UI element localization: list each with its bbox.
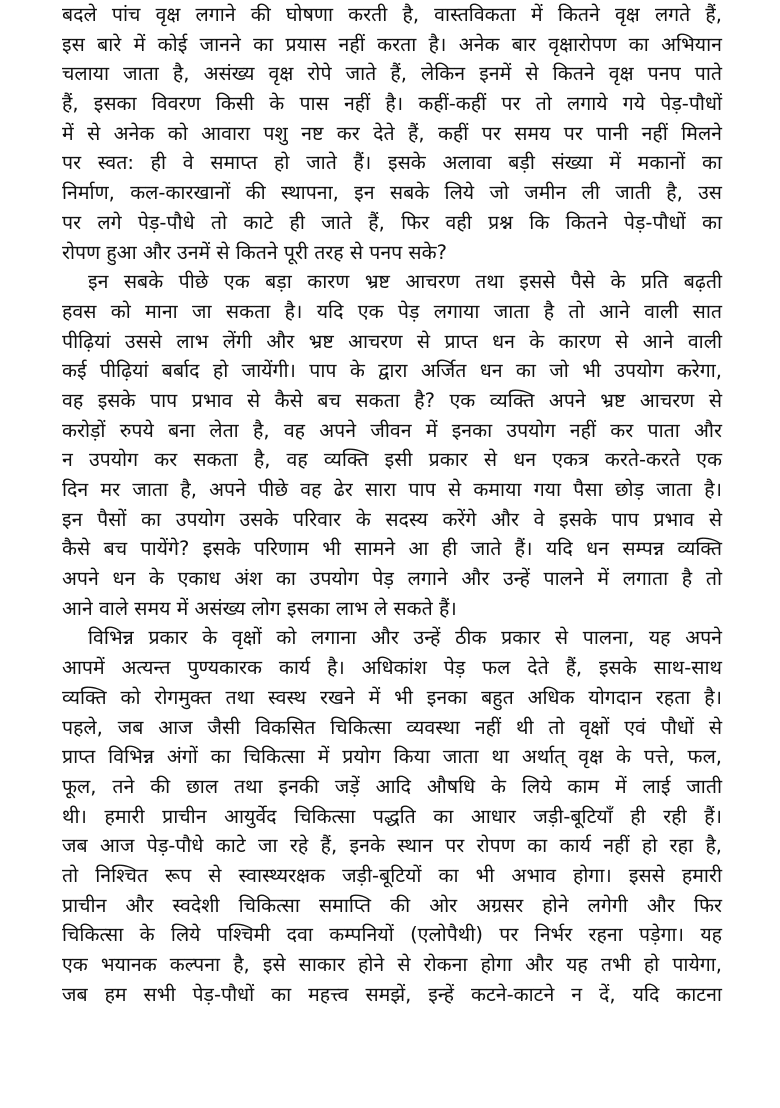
text-line: कई पीढ़ियां बर्बाद हो जायेंगी। पाप के द्वारा अर्जित धन का जो भी उपयोग करेगा, [62,359,722,383]
text-line: बदले पांच वृक्ष लगाने की घोषणा करती है, वास्तविकता में कितने वृक्ष लगते हैं, [62,3,722,26]
paragraph-3 [62,623,722,1009]
text-line: एक भयानक कल्पना है, इसे साकार होने से रोकना होगा और यह तभी हो पायेगा, [62,953,722,976]
text-line: दिन मर जाता है, अपने पीछे वह ढेर सारा पाप से कमाया गया पैसा छोड़ जाता है। [62,478,722,501]
text-line: न उपयोग कर सकता है, वह व्यक्ति इसी प्रकार से धन एकत्र करते-करते एक [62,448,722,472]
text-line: अपने धन के एकाध अंश का उपयोग पेड़ लगाने और उन्हें पालने में लगाता है तो [62,567,722,591]
text-line: इस बारे में कोई जानने का प्रयास नहीं करता है। अनेक बार वृक्षारोपण का अभियान [62,32,722,56]
text-line: कैसे बच पायेंगे? इसके परिणाम भी सामने आ ही जाते हैं। यदि धन सम्पन्न व्यक्ति [62,537,722,561]
text-line: प्राप्त विभिन्न अंगों का चिकित्सा में प्रयोग किया जाता था अर्थात् वृक्ष के पत्ते, फल, [62,745,722,769]
text-line: प्राचीन और स्वदेशी चिकित्सा समाप्ति की ओर अग्रसर होने लगेगी और फिर [62,893,722,917]
text-line: हैं, इसका विवरण किसी के पास नहीं है। कहीं-कहीं पर तो लगाये गये पेड़-पौधों [62,92,722,116]
text-line: निर्माण, कल-कारखानों की स्थापना, इन सबके लिये जो जमीन ली जाती है, उस [62,181,722,205]
text-line: जब आज पेड़-पौधे काटे जा रहे हैं, इनके स्थान पर रोपण का कार्य नहीं हो रहा है, [62,834,722,858]
paragraph-2 [62,267,722,623]
text-line: पीढ़ियां उससे लाभ लेंगी और भ्रष्ट आचरण से प्राप्त धन के कारण से आने वाली [62,329,722,353]
text-line: आपमें अत्यन्त पुण्यकारक कार्य है। अधिकांश पेड़ फल देते हैं, इसके साथ-साथ [62,656,722,680]
text-line: व्यक्ति को रोगमुक्त तथा स्वस्थ रखने में भी इनका बहुत अधिक योगदान रहता है। [62,685,722,709]
text-line: करोड़ों रुपये बना लेता है, वह अपने जीवन में इनका उपयोग नहीं कर पाता और [62,418,722,442]
text-line: हवस को माना जा सकता है। यदि एक पेड़ लगाया जाता है तो आने वाली सात [62,299,722,323]
text-line: इन सबके पीछे एक बड़ा कारण भ्रष्ट आचरण तथा इससे पैसे के प्रति बढ़ती [88,270,722,294]
text-line: थी। हमारी प्राचीन आयुर्वेद चिकित्सा पद्धति का आधार जड़ी-बूटियाँ ही रही हैं। [62,804,722,828]
text-line: पर स्वत: ही वे समाप्त हो जाते हैं। इसके अलावा बड़ी संख्या में मकानों का [62,151,722,175]
text-line: पहले, जब आज जैसी विकसित चिकित्सा व्यवस्था नहीं थी तो वृक्षों एवं पौधों से [62,715,722,739]
text-line: रोपण हुआ और उनमें से कितने पूरी तरह से पनप सके? [62,240,447,264]
body-text [62,0,722,1009]
text-line: वह इसके पाप प्रभाव से कैसे बच सकता है? एक व्यक्ति अपने भ्रष्ट आचरण से [62,388,722,412]
text-line: विभिन्न प्रकार के वृक्षों को लगाना और उन्हें ठीक प्रकार से पालना, यह अपने [88,626,722,650]
text-line: पर लगे पेड़-पौधे तो काटे ही जाते हैं, फिर वही प्रश्न कि कितने पेड़-पौधों का [62,210,722,234]
text-line: फूल, तने की छाल तथा इनकी जड़ें आदि औषधि के लिये काम में लाई जाती [62,774,722,798]
text-line: आने वाले समय में असंख्य लोग इसका लाभ ले सकते हैं। [62,596,457,620]
text-line: जब हम सभी पेड़-पौधों का महत्त्व समझें, इन्हें कटने-काटने न दें, यदि काटना [62,982,722,1006]
text-line: इन पैसों का उपयोग उसके परिवार के सदस्य करेंगे और वे इसके पाप प्रभाव से [62,507,722,531]
text-line: तो निश्चित रूप से स्वास्थ्यरक्षक जड़ी-बूटियों का भी अभाव होगा। इससे हमारी [62,863,722,887]
text-line: चिकित्सा के लिये पश्चिमी दवा कम्पनियों (एलोपैथी) पर निर्भर रहना पड़ेगा। यह [62,923,722,947]
paragraph-1 [62,0,722,267]
text-line: चलाया जाता है, असंख्य वृक्ष रोपे जाते हैं, लेकिन इनमें से कितने वृक्ष पनप पाते [62,62,722,86]
text-line: में से अनेक को आवारा पशु नष्ट कर देते हैं, कहीं पर समय पर पानी नहीं मिलने [62,121,722,145]
